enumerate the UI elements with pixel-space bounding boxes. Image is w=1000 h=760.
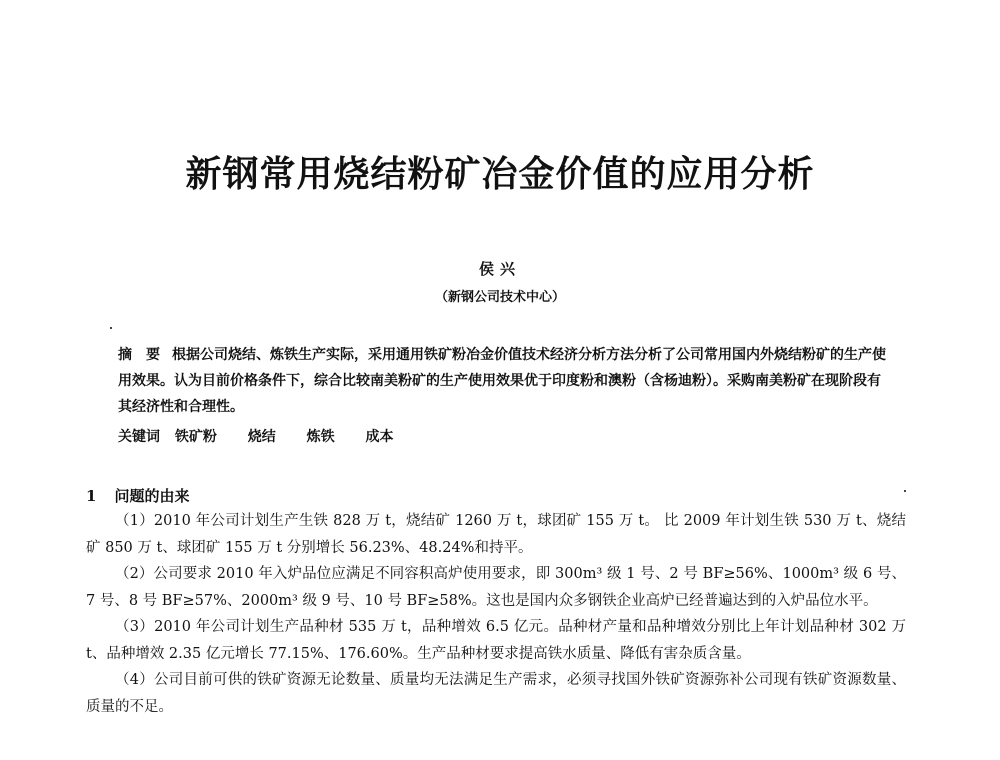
- scan-speck: [110, 327, 112, 329]
- abstract: [118, 342, 888, 420]
- keywords: [118, 426, 888, 446]
- abstract-label: 摘 要: [118, 347, 160, 363]
- author-affiliation: （新钢公司技术中心）: [434, 290, 565, 305]
- keywords-label: 关键词: [118, 429, 160, 445]
- keyword: 铁矿粉: [174, 429, 217, 445]
- section-title: 问题的由来: [114, 487, 190, 505]
- section-heading: [86, 485, 906, 506]
- author-name: 侯兴: [478, 260, 521, 278]
- keyword: 炼铁: [306, 429, 335, 445]
- keyword: 成本: [365, 429, 394, 445]
- paper-title: 新钢常用烧结粉矿冶金价值的应用分析: [185, 153, 815, 195]
- paragraph: （1）2010 年公司计划生产生铁 828 万 t，烧结矿 1260 万 t，球团矿 155 万 t。 比 2009 年计划生铁 530 万 t、烧结矿 850 万 t、球团矿 155 万 t 分别增长 56.23%、48.24%和持平。: [86, 513, 906, 556]
- keyword: 烧结: [247, 429, 276, 445]
- abstract-text: 根据公司烧结、炼铁生产实际，采用通用铁矿粉冶金价值技术经济分析方法分析了公司常用国内外烧结粉矿的生产使用效果。认为目前价格条件下，综合比较南美粉矿的生产使用效果优于印度粉和澳粉（含杨迪粉）。采购南美粉矿在现阶段有其经济性和合理性。: [118, 347, 886, 415]
- paragraph: （3）2010 年公司计划生产品种材 535 万 t，品种增效 6.5 亿元。品种材产量和品种增效分别比上年计划品种材 302 万 t、品种增效 2.35 亿元增长 77.15%、176.60%。生产品种材要求提高铁水质量、降低有害杂质含量。: [86, 619, 906, 662]
- body-text: [86, 508, 906, 720]
- section-number: 1: [86, 487, 97, 505]
- paragraph: （2）公司要求 2010 年入炉品位应满足不同容积高炉使用要求，即 300m³ 级 1 号、2 号 BF≥56%、1000m³ 级 6 号、7 号、8 号 BF≥57%、2000m³ 级 9 号、10 号 BF≥58%。这也是国内众多钢铁企业高炉已经普遍达到的入炉品位水平。: [86, 566, 906, 609]
- paragraph: （4）公司目前可供的铁矿资源无论数量、质量均无法满足生产需求，必须寻找国外铁矿资源弥补公司现有铁矿资源数量、质量的不足。: [86, 672, 906, 715]
